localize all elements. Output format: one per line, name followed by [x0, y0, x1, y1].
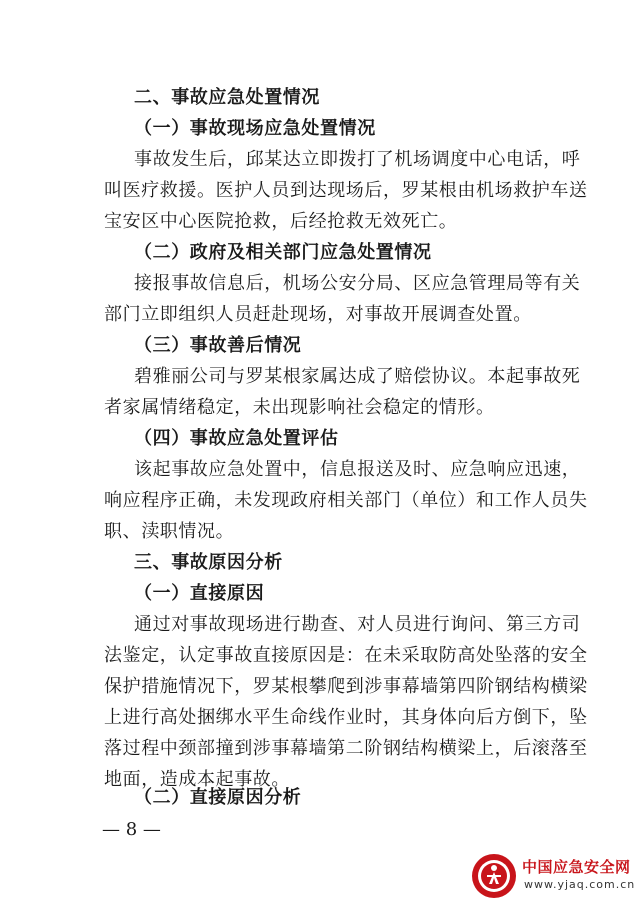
paragraph-line: 职、渎职情况。	[104, 521, 235, 542]
subsection-heading-2-4: （四）事故应急处置评估	[134, 428, 339, 449]
paragraph-line: 响应程序正确，未发现政府相关部门（单位）和工作人员失	[104, 490, 588, 511]
subsection-heading-2-1: （一）事故现场应急处置情况	[134, 118, 376, 139]
section-heading-3: 三、事故原因分析	[134, 552, 283, 573]
subsection-heading-2-2: （二）政府及相关部门应急处置情况	[134, 242, 432, 263]
subsection-heading-3-2: （二）直接原因分析	[134, 787, 302, 808]
subsection-heading-2-3: （三）事故善后情况	[134, 335, 302, 356]
section-heading-2: 二、事故应急处置情况	[134, 87, 320, 108]
subsection-heading-3-1: （一）直接原因	[134, 583, 265, 604]
paragraph-line: 事故发生后，邱某达立即拨打了机场调度中心电话，呼	[134, 149, 581, 170]
paragraph-line: 叫医疗救援。医护人员到达现场后，罗某根由机场救护车送	[104, 180, 588, 201]
paragraph-line: 宝安区中心医院抢救，后经抢救无效死亡。	[104, 211, 458, 232]
paragraph-line: 上进行高处捆绑水平生命线作业时，其身体向后方倒下，坠	[104, 707, 588, 728]
paragraph-line: 接报事故信息后，机场公安分局、区应急管理局等有关	[134, 273, 581, 294]
page-number: — 8 —	[102, 819, 161, 840]
paragraph-line: 保护措施情况下，罗某根攀爬到涉事幕墙第四阶钢结构横梁	[104, 676, 588, 697]
watermark-url: www.yjaq.com.cn	[524, 878, 636, 891]
paragraph-line: 法鉴定，认定事故直接原因是：在未采取防高处坠落的安全	[104, 645, 588, 666]
shield-emblem-icon	[470, 852, 518, 900]
paragraph-line: 者家属情绪稳定，未出现影响社会稳定的情形。	[104, 397, 495, 418]
watermark-title: 中国应急安全网	[522, 858, 631, 876]
paragraph-line: 通过对事故现场进行勘查、对人员进行询问、第三方司	[134, 614, 581, 635]
site-watermark	[468, 850, 640, 905]
paragraph-line: 该起事故应急处置中，信息报送及时、应急响应迅速，	[134, 459, 581, 480]
paragraph-line: 地面，造成本起事故。	[104, 769, 290, 790]
paragraph-line: 碧雅丽公司与罗某根家属达成了赔偿协议。本起事故死	[134, 366, 581, 387]
paragraph-line: 部门立即组织人员赶赴现场，对事故开展调查处置。	[104, 304, 532, 325]
paragraph-line: 落过程中颈部撞到涉事幕墙第二阶钢结构横梁上，后滚落至	[104, 738, 588, 759]
